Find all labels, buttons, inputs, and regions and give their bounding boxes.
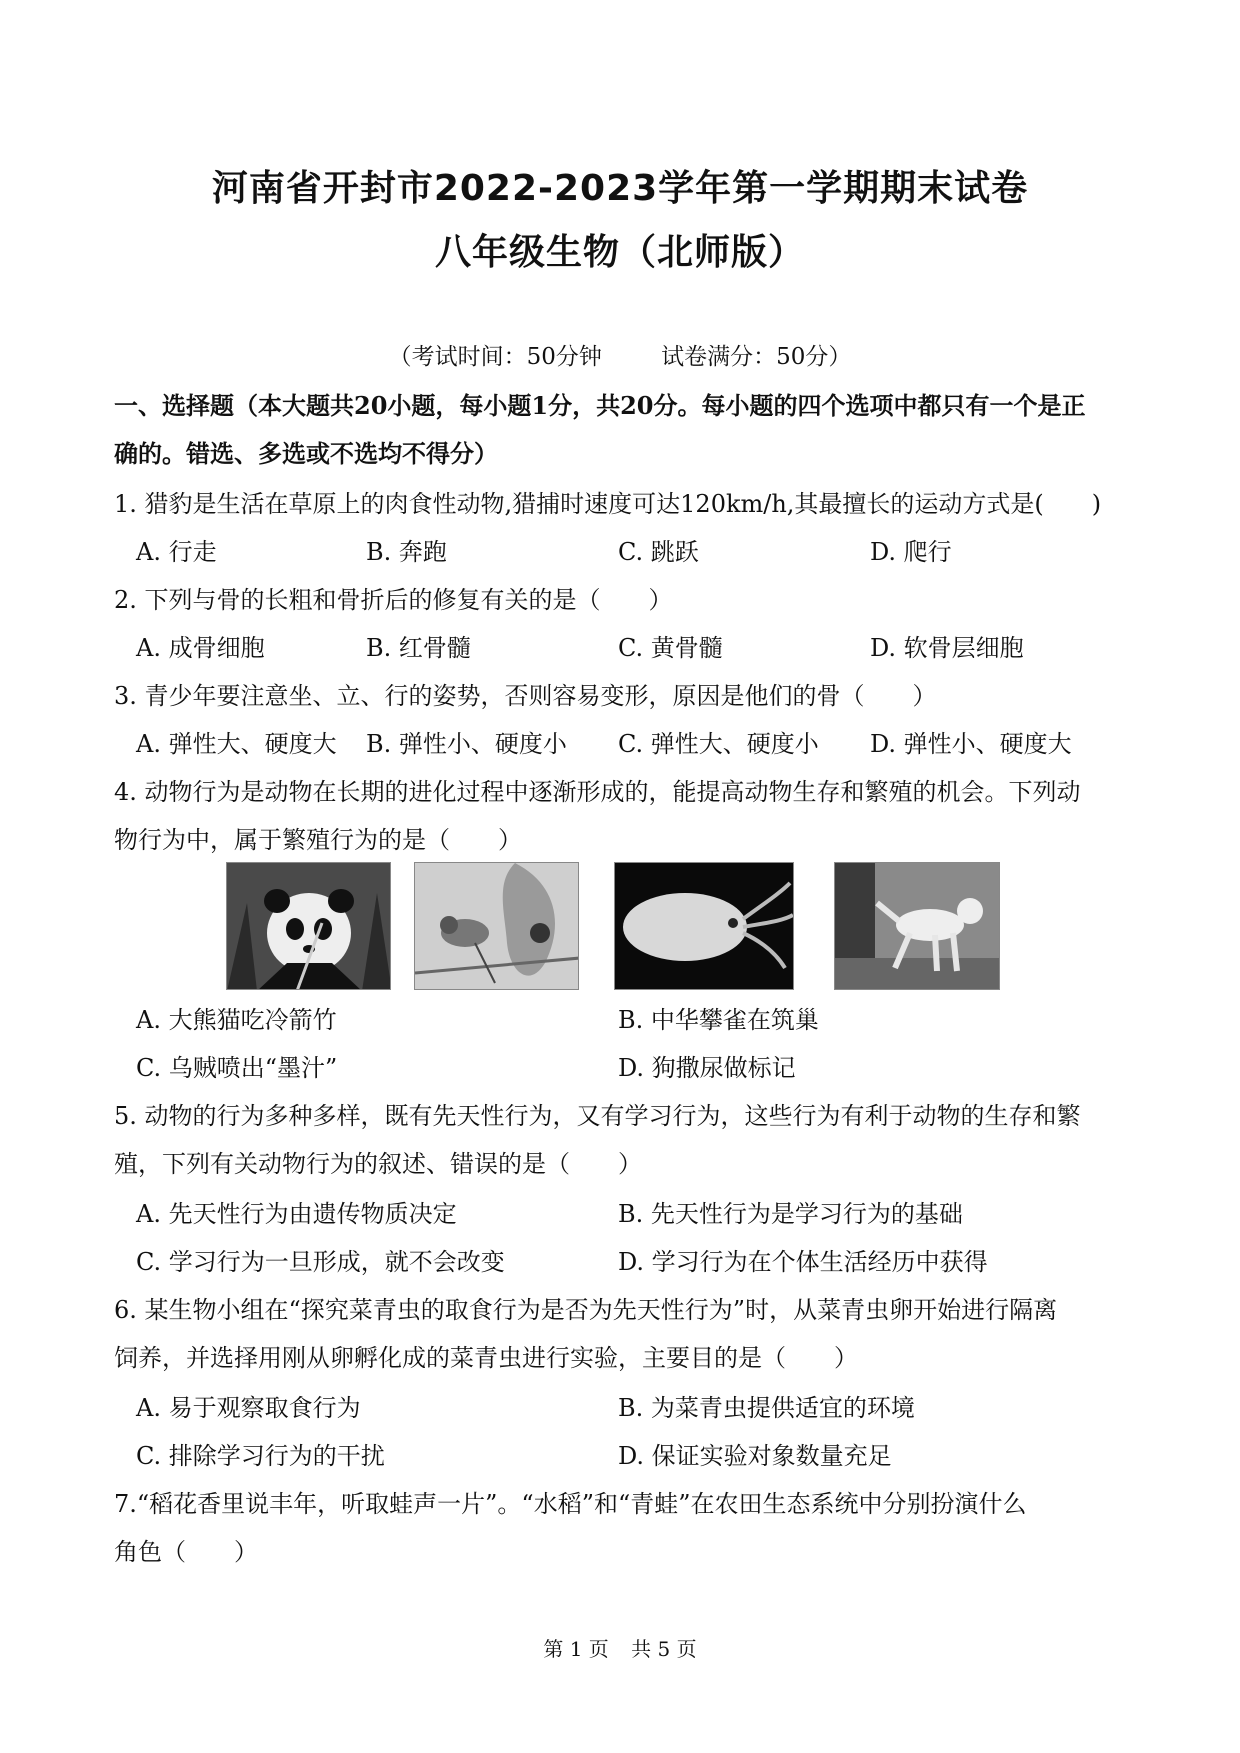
question-4-stem-line2: 物行为中，属于繁殖行为的是（ ） — [114, 826, 522, 854]
q2-option-a: A. 成骨细胞 — [136, 634, 265, 662]
page-footer — [0, 1633, 1240, 1662]
q6-option-b: B. 为菜青虫提供适宜的环境 — [618, 1394, 915, 1422]
section-heading-line2: 确的。错选、多选或不选均不得分） — [114, 439, 498, 468]
question-1-stem: 1. 猎豹是生活在草原上的肉食性动物,猎捕时速度可达120km/h,其最擅长的运动方式是( ) — [114, 490, 1102, 518]
question-3-stem: 3. 青少年要注意坐、立、行的姿势，否则容易变形，原因是他们的骨（ ） — [114, 682, 937, 710]
q3-option-a: A. 弹性大、硬度大 — [136, 730, 337, 758]
q4-option-c: C. 乌贼喷出“墨汁” — [136, 1054, 338, 1082]
bird-nest-photo — [414, 862, 579, 990]
exam-time: （考试时间：50分钟 — [388, 344, 602, 370]
q2-option-c: C. 黄骨髓 — [618, 634, 723, 662]
q4-option-b: B. 中华攀雀在筑巢 — [618, 1006, 819, 1034]
q5-option-d: D. 学习行为在个体生活经历中获得 — [618, 1248, 988, 1276]
q5-option-c: C. 学习行为一旦形成，就不会改变 — [136, 1248, 505, 1276]
question-6-stem-line1: 6. 某生物小组在“探究菜青虫的取食行为是否为先天性行为”时，从菜青虫卵开始进行隔离 — [114, 1296, 1058, 1324]
section-heading-line1: 一、选择题（本大题共20小题，每小题1分，共20分。每小题的四个选项中都只有一个是正 — [114, 391, 1086, 420]
question-7-stem-line2: 角色（ ） — [114, 1538, 258, 1566]
q3-option-d: D. 弹性小、硬度大 — [870, 730, 1072, 758]
q4-option-d: D. 狗撒尿做标记 — [618, 1054, 796, 1082]
q1-option-a: A. 行走 — [136, 538, 217, 566]
q6-option-c: C. 排除学习行为的干扰 — [136, 1442, 385, 1470]
question-5-stem-line1: 5. 动物的行为多种多样，既有先天性行为，又有学习行为，这些行为有利于动物的生存和繁 — [114, 1102, 1081, 1130]
q1-option-b: B. 奔跑 — [366, 538, 447, 566]
exam-title: 河南省开封市2022-2023学年第一学期期末试卷 — [211, 168, 1029, 209]
page-total: 共 5 页 — [631, 1637, 697, 1661]
q3-option-b: B. 弹性小、硬度小 — [366, 730, 567, 758]
question-6-stem-line2: 饲养，并选择用刚从卵孵化成的菜青虫进行实验，主要目的是（ ） — [114, 1344, 858, 1372]
question-5-stem-line2: 殖，下列有关动物行为的叙述、错误的是（ ） — [114, 1150, 642, 1178]
q5-option-b: B. 先天性行为是学习行为的基础 — [618, 1200, 963, 1228]
question-7-stem-line1: 7.“稻花香里说丰年，听取蛙声一片”。“水稻”和“青蛙”在农田生态系统中分别扮演什么 — [114, 1490, 1027, 1518]
q2-option-b: B. 红骨髓 — [366, 634, 471, 662]
q6-option-d: D. 保证实验对象数量充足 — [618, 1442, 892, 1470]
page-number: 第 1 页 — [543, 1637, 609, 1661]
q1-option-c: C. 跳跃 — [618, 538, 699, 566]
question-4-stem-line1: 4. 动物行为是动物在长期的进化过程中逐渐形成的，能提高动物生存和繁殖的机会。下列动 — [114, 778, 1081, 806]
exam-meta — [0, 338, 1240, 371]
q4-option-a: A. 大熊猫吃冷箭竹 — [136, 1006, 337, 1034]
question-2-stem: 2. 下列与骨的长粗和骨折后的修复有关的是（ ） — [114, 586, 673, 614]
q6-option-a: A. 易于观察取食行为 — [136, 1394, 361, 1422]
exam-subtitle: 八年级生物（北师版） — [434, 232, 805, 273]
q5-option-a: A. 先天性行为由遗传物质决定 — [136, 1200, 457, 1228]
q3-option-c: C. 弹性大、硬度小 — [618, 730, 819, 758]
squid-photo — [614, 862, 794, 990]
dog-photo — [834, 862, 1000, 990]
panda-photo — [226, 862, 391, 990]
full-score: 试卷满分：50分） — [661, 344, 852, 370]
q1-option-d: D. 爬行 — [870, 538, 952, 566]
q2-option-d: D. 软骨层细胞 — [870, 634, 1024, 662]
